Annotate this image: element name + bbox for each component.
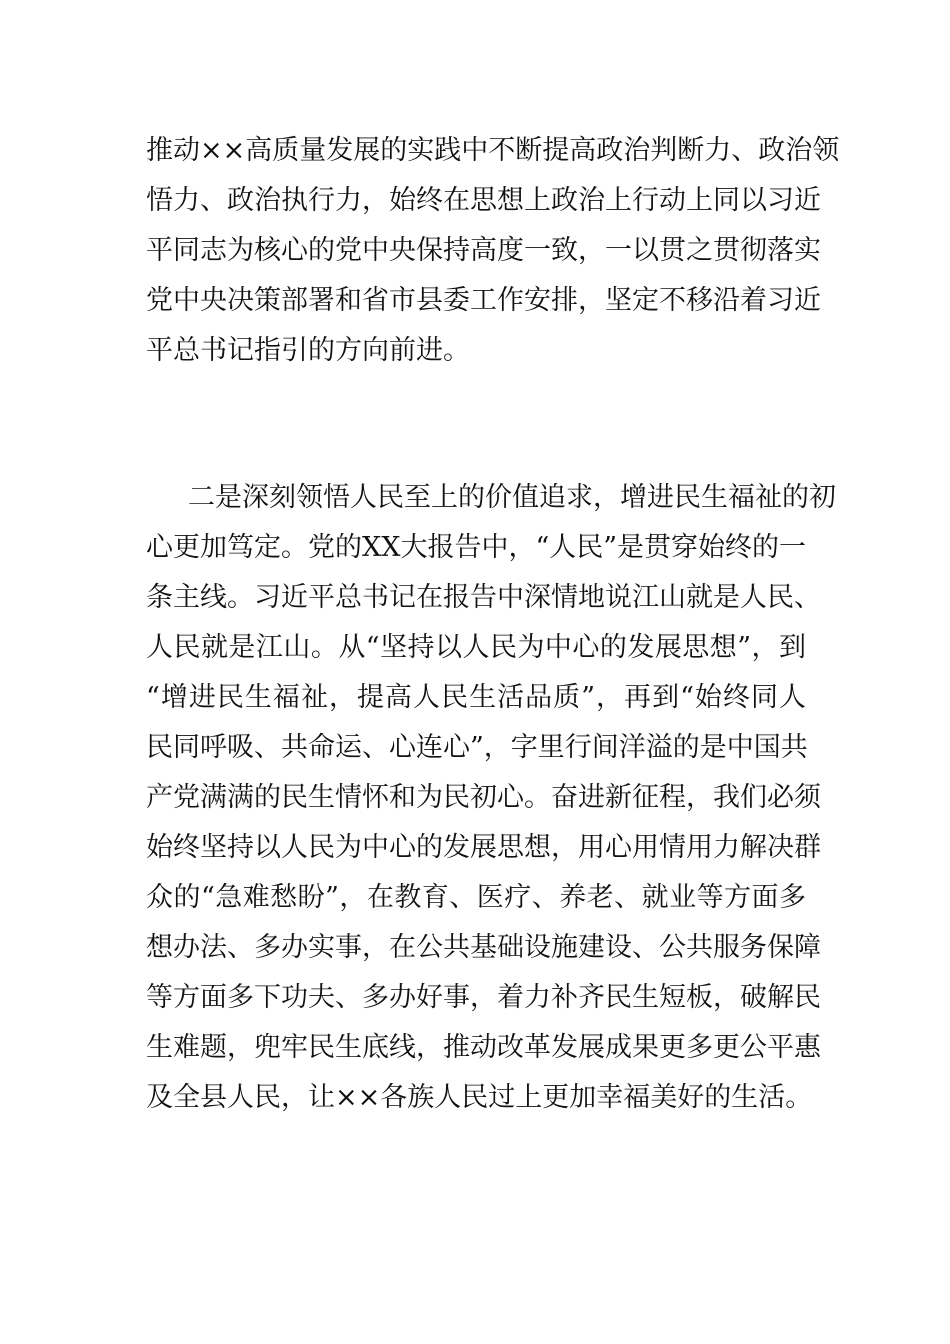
paragraph-2: [146, 473, 836, 1123]
text-line: 平同志为核心的党中央保持高度一致，一以贯之贯彻落实: [146, 235, 821, 266]
text-line: 产党满满的民生情怀和为民初心。奋进新征程，我们必须: [146, 782, 821, 813]
text-line: 及全县人民，让××各族人民过上更加幸福美好的生活。: [146, 1082, 813, 1113]
paragraph-1: [146, 126, 840, 376]
text-line: 平总书记指引的方向前进。: [146, 335, 470, 366]
text-line: 党中央决策部署和省市县委工作安排，坚定不移沿着习近: [146, 285, 821, 316]
text-line: 人民就是江山。从“坚持以人民为中心的发展思想”，到: [146, 632, 806, 663]
text-line: 生难题，兜牢民生底线，推动改革发展成果更多更公平惠: [146, 1032, 821, 1063]
text-line: 等方面多下功夫、多办好事，着力补齐民生短板，破解民: [146, 982, 821, 1013]
text-line: 心更加笃定。党的XX大报告中，“人民”是贯穿始终的一: [146, 532, 807, 563]
text-line: 条主线。习近平总书记在报告中深情地说江山就是人民、: [146, 582, 821, 613]
text-line: 二是深刻领悟人民至上的价值追求，增进民生福祉的初: [188, 482, 836, 513]
text-line: 民同呼吸、共命运、心连心”，字里行间洋溢的是中国共: [146, 732, 808, 763]
text-line: 悟力、政治执行力，始终在思想上政治上行动上同以习近: [146, 185, 821, 216]
text-line: 推动××高质量发展的实践中不断提高政治判断力、政治领: [146, 135, 840, 166]
text-line: 始终坚持以人民为中心的发展思想，用心用情用力解决群: [146, 832, 821, 863]
text-line: 众的“急难愁盼”，在教育、医疗、养老、就业等方面多: [146, 882, 806, 913]
text-line: 想办法、多办实事，在公共基础设施建设、公共服务保障: [146, 932, 821, 963]
text-line: “增进民生福祉，提高人民生活品质”，再到“始终同人: [146, 682, 806, 713]
